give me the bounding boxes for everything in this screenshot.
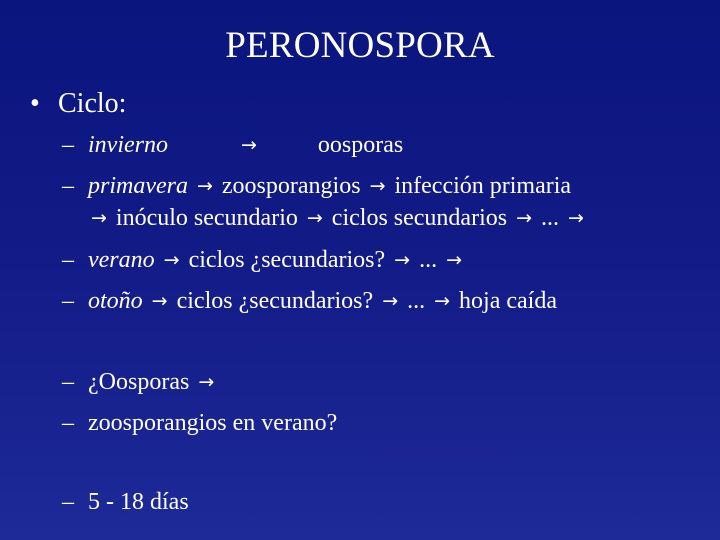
- arrow-icon: →: [568, 207, 584, 229]
- primavera-step2: infección primaria: [394, 173, 572, 199]
- bullet-label: Ciclo:: [58, 88, 127, 119]
- arrow-icon: →: [240, 134, 257, 156]
- term-invierno: invierno: [88, 132, 168, 158]
- slide-title: PERONOSPORA: [225, 25, 495, 66]
- line-question1: [62, 367, 217, 397]
- primavera-step1: zoosporangios: [221, 173, 361, 199]
- term-primavera: primavera: [88, 173, 188, 199]
- bullet-marker: •: [30, 88, 40, 119]
- arrow-icon: →: [369, 175, 386, 197]
- days-text: 5 - 18 días: [88, 489, 189, 515]
- verano-ellipsis: ...: [419, 247, 438, 273]
- arrow-icon: →: [306, 207, 323, 229]
- invierno-result: oosporas: [317, 132, 404, 158]
- arrow-icon: →: [434, 290, 451, 312]
- question1-text: ¿Oosporas: [88, 369, 190, 395]
- arrow-icon: →: [196, 175, 213, 197]
- dash-marker: –: [62, 369, 74, 395]
- primavera-step3: inóculo secundario: [115, 205, 298, 231]
- dash-marker: –: [62, 288, 74, 314]
- term-otono: otoño: [88, 288, 143, 314]
- otono-step1: ciclos ¿secundarios?: [176, 288, 374, 314]
- dash-marker: –: [62, 132, 74, 158]
- arrow-icon: →: [446, 249, 463, 271]
- primavera-ellipsis: ...: [541, 205, 559, 231]
- verano-step1: ciclos ¿secundarios?: [188, 247, 386, 273]
- line-question2: [62, 408, 337, 438]
- dash-marker: –: [62, 173, 74, 199]
- otono-ellipsis: ...: [407, 288, 426, 314]
- dash-marker: –: [62, 247, 74, 273]
- arrow-icon: →: [394, 249, 411, 271]
- arrow-icon: →: [163, 249, 180, 271]
- arrow-icon: →: [151, 290, 168, 312]
- bullet-ciclo: [30, 86, 126, 122]
- dash-marker: –: [62, 410, 74, 436]
- otono-step2: hoja caída: [459, 288, 557, 314]
- arrow-icon: →: [198, 371, 215, 393]
- question2-text: zoosporangios en verano?: [88, 410, 338, 436]
- line-otono: [62, 286, 557, 316]
- line-days: [62, 487, 189, 517]
- primavera-step4: ciclos secundarios: [331, 205, 508, 231]
- term-verano: verano: [88, 247, 155, 273]
- arrow-icon: →: [516, 207, 532, 229]
- arrow-icon: →: [91, 207, 107, 229]
- line-invierno: [62, 130, 403, 160]
- line-primavera: [62, 171, 571, 201]
- line-verano: [62, 245, 465, 275]
- line-primavera-cont: [88, 203, 587, 233]
- dash-marker: –: [62, 489, 74, 515]
- arrow-icon: →: [382, 290, 399, 312]
